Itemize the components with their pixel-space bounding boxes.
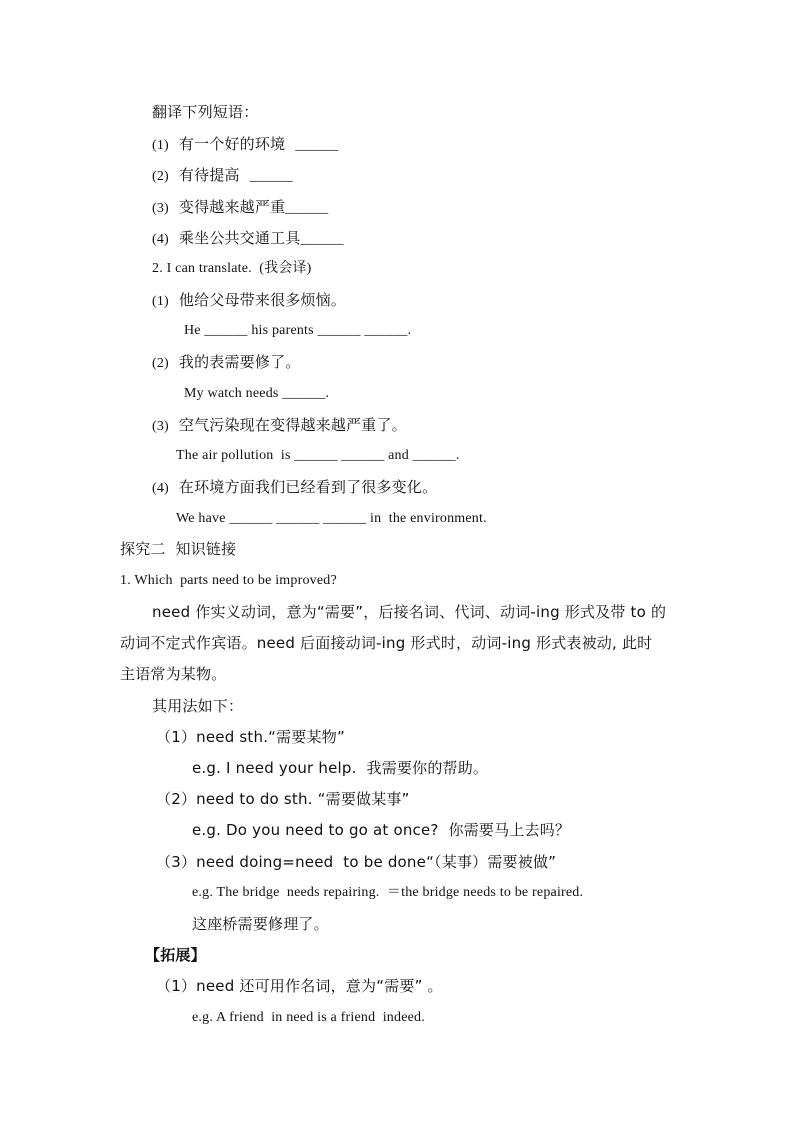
- extension-number: （1）: [156, 977, 197, 995]
- translate-item-en[interactable]: My watch needs ______.: [184, 386, 330, 401]
- translate-item-cn: [152, 352, 300, 374]
- item-number: (1): [152, 294, 169, 309]
- phrase-item: [152, 165, 293, 187]
- translate-section-title: 2. I can translate. (我会译): [152, 261, 312, 276]
- phrase-text: 有一个好的环境: [178, 135, 286, 153]
- translate-item-en[interactable]: He ______ his parents ______ ______.: [184, 323, 412, 338]
- usage-example: e.g. Do you need to go at once? 你需要马上去吗？: [192, 821, 571, 839]
- usage-text: need doing=need to be done“（某事）需要被做”: [196, 853, 557, 871]
- item-chinese: 空气污染现在变得越来越严重了。: [178, 416, 407, 434]
- usage-intro: 其用法如下：: [152, 697, 244, 715]
- translate-item-en[interactable]: We have ______ ______ ______ in the environment.: [176, 511, 487, 526]
- usage-item: [156, 789, 410, 809]
- usage-item: [156, 852, 556, 872]
- translate-item-cn: [152, 415, 407, 437]
- usage-text: need sth.“需要某物”: [196, 728, 345, 746]
- item-number: (2): [152, 356, 169, 371]
- phrase-number: (2): [152, 169, 169, 184]
- phrase-item: [152, 228, 344, 250]
- usage-example-translation: 这座桥需要修理了。: [192, 915, 329, 933]
- usage-number: （1）: [156, 728, 197, 746]
- usage-number: （3）: [156, 853, 197, 871]
- phrase-number: (3): [152, 201, 169, 216]
- phrase-blank[interactable]: ______: [300, 232, 344, 247]
- translate-item-en[interactable]: The air pollution is ______ ______ and ______.: [176, 448, 460, 463]
- translate-item-cn: [152, 290, 346, 312]
- paragraph-line: 主语常为某物。: [120, 665, 227, 683]
- translate-phrases-title: 翻译下列短语：: [152, 103, 259, 121]
- item-chinese: 他给父母带来很多烦恼。: [178, 291, 347, 309]
- phrase-number: (1): [152, 138, 169, 153]
- extension-item: [156, 976, 443, 996]
- item-number: (4): [152, 481, 169, 496]
- section-title: 探究二 知识链接: [120, 540, 237, 558]
- usage-text: need to do sth. “需要做某事”: [196, 790, 410, 808]
- phrase-item: [152, 197, 328, 219]
- translate-item-cn: [152, 477, 437, 499]
- extension-title: 【拓展】: [145, 946, 206, 964]
- extension-example: e.g. A friend in need is a friend indeed.: [192, 1010, 425, 1025]
- usage-number: （2）: [156, 790, 197, 808]
- paragraph-line: 动词不定式作宾语。need 后面接动词-ing 形式时，动词-ing 形式表被动, 此时: [120, 634, 653, 652]
- usage-example: e.g. The bridge needs repairing. ＝the bridge needs to be repaired.: [192, 885, 584, 900]
- paragraph-line: need 作实义动词，意为“需要”，后接名词、代词、动词-ing 形式及带 to 的: [152, 603, 667, 621]
- usage-example: e.g. I need your help. 我需要你的帮助。: [192, 759, 489, 777]
- phrase-text: 乘坐公共交通工具: [178, 229, 301, 247]
- phrase-text: 有待提高: [178, 166, 240, 184]
- extension-text: need 还可用作名词，意为“需要” 。: [196, 977, 443, 995]
- item-chinese: 我的表需要修了。: [178, 353, 301, 371]
- question-heading: 1. Which parts need to be improved?: [120, 573, 337, 588]
- phrase-text: 变得越来越严重: [178, 198, 286, 216]
- phrase-number: (4): [152, 232, 169, 247]
- item-chinese: 在环境方面我们已经看到了很多变化。: [178, 478, 438, 496]
- phrase-item: [152, 134, 338, 156]
- usage-item: [156, 727, 345, 747]
- phrase-blank[interactable]: ______: [285, 201, 329, 216]
- item-number: (3): [152, 419, 169, 434]
- phrase-blank[interactable]: ______: [249, 169, 293, 184]
- phrase-blank[interactable]: ______: [295, 138, 339, 153]
